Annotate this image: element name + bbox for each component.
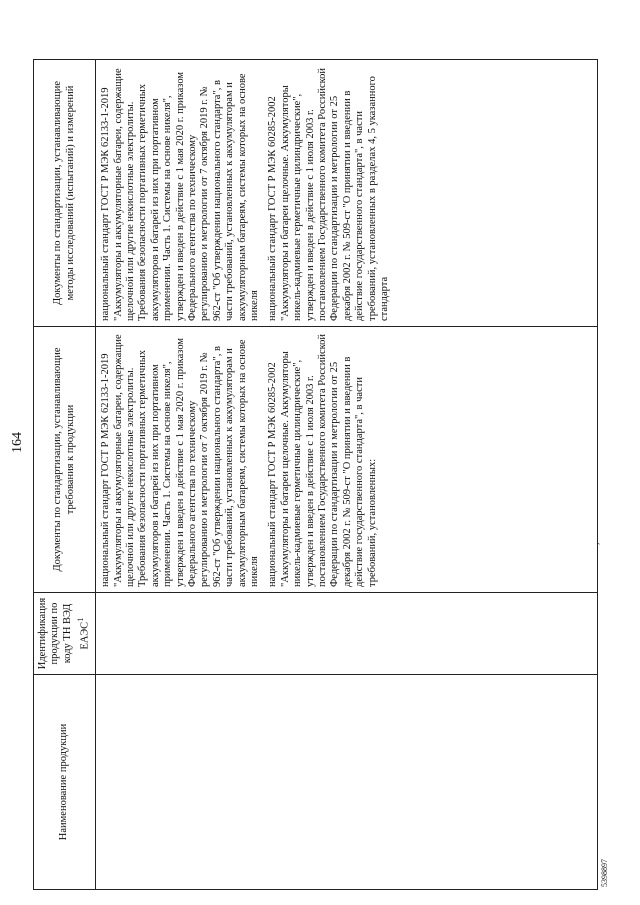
- table-header-row: [34, 60, 96, 890]
- cell-tn-ved-code: [96, 593, 598, 675]
- methods-standard-62133: национальный стандарт ГОСТ Р МЭК 62133-1-2019 "Аккумуляторы и аккумуляторные батареи, содержащие щелочной или другие некислотные электролиты. Требования безопасности портативных герметичных аккумуляторов и батарей из них при портативном применении. Часть 1. Системы на основе никеля", утвержден и введен в действие с 1 мая 2020 г. приказом Федерального агентства по техническому регулированию и метрологии от 7 октября 2019 г. № 962-ст "Об утверждении национального стандарта", в части требований, установленных к аккумуляторам и аккумуляторным батареям, системы которых на основе никеля: [100, 68, 260, 321]
- cell-requirements-docs: [96, 327, 598, 593]
- page-number: 164: [10, 432, 25, 453]
- header-tn-ved-code: [34, 593, 96, 675]
- standards-table: [33, 59, 598, 890]
- cell-methods-docs: [96, 60, 598, 327]
- document-id: 5398897: [600, 859, 609, 887]
- stray-mark: ,: [590, 542, 601, 545]
- header-methods-docs: Документы по стандартизации, устанавливающие методы исследований (испытаний) и измерений: [34, 60, 96, 327]
- methods-standard-60285: национальный стандарт ГОСТ Р МЭК 60285-2002 "Аккумуляторы и батареи щелочные. Аккумуляторы никель-кадмиевые герметичные цилиндрические", утвержден и введен в действие с 1 июля 2003 г. постановлением Государственного комитета Российской Федерации по стандартизации и метрологии от 25 декабря 2002 г. № 509-ст "О принятии и введении в действие государственного стандарта", в части требований, установленных в разделах 4, 5 указанного стандарта: [267, 67, 391, 321]
- requirements-standard-60285: национальный стандарт ГОСТ Р МЭК 60285-2002 "Аккумуляторы и батареи щелочные. Аккумуляторы никель-кадмиевые герметичные цилиндрические", утвержден и введен в действие с 1 июля 2003 г. постановлением Государственного комитета Российской Федерации по стандартизации и метрологии от 25 декабря 2002 г. № 509-ст "О принятии и введении в действие государственного стандарта", в части требований, установленных:: [267, 333, 378, 587]
- footnote-marker: 1: [75, 617, 86, 622]
- table-row: [96, 60, 598, 890]
- header-tn-ved-code-label: Идентификация продукции по коду ТН ВЭД ЕАЭС: [37, 597, 91, 670]
- header-requirements-docs: Документы по стандартизации, устанавливающие требования к продукции: [34, 327, 96, 593]
- cell-product-name: [96, 675, 598, 890]
- header-product-name: Наименование продукции: [34, 675, 96, 890]
- requirements-standard-62133: национальный стандарт ГОСТ Р МЭК 62133-1-2019 "Аккумуляторы и аккумуляторные батареи, содержащие щелочной или другие некислотные электролиты. Требования безопасности портативных герметичных аккумуляторов и батарей из них при портативном применении. Часть 1. Системы на основе никеля", утвержден и введен в действие с 1 мая 2020 г. приказом Федерального агентства по техническому регулированию и метрологии от 7 октября 2019 г. № 962-ст "Об утверждении национального стандарта", в части требований, установленных к аккумуляторам и аккумуляторным батареям, системы которых на основе никеля: [100, 334, 260, 587]
